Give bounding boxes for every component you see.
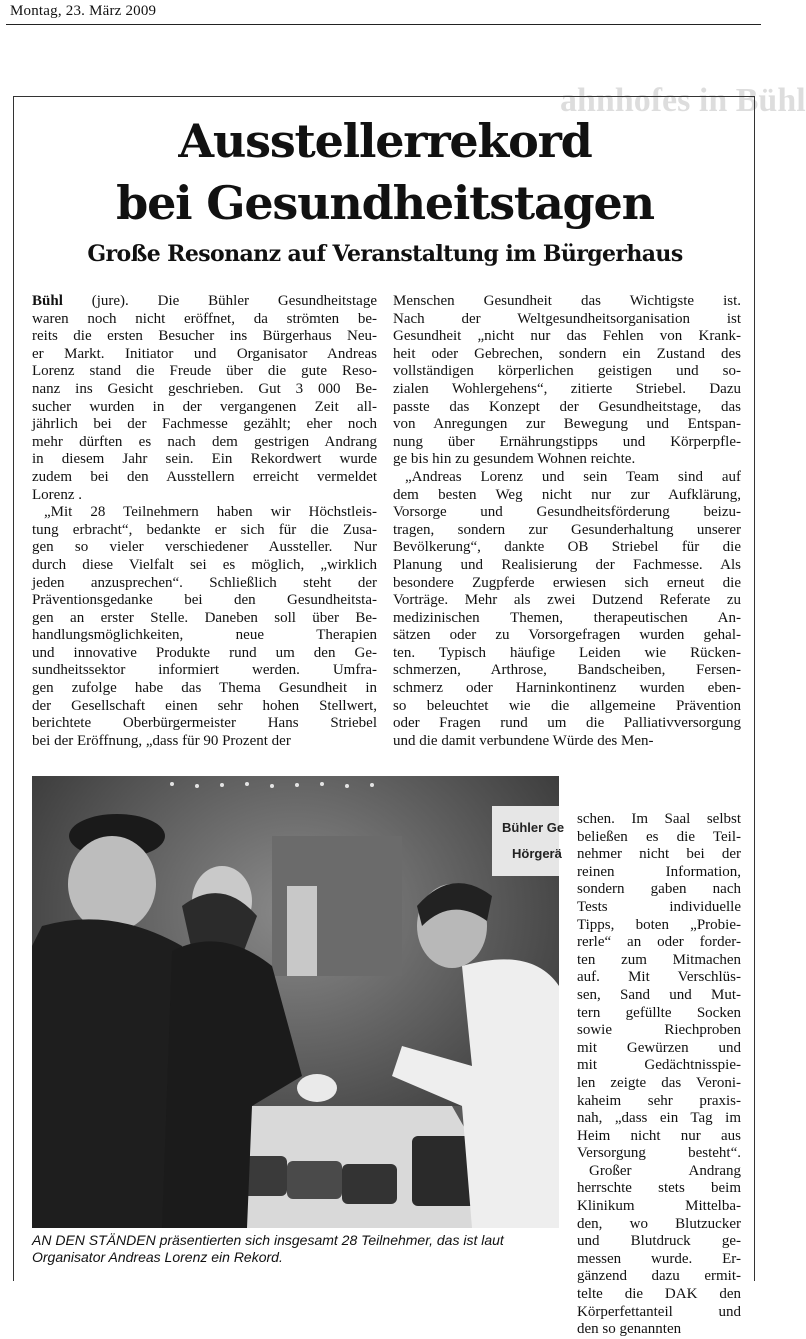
- headline-line-1: Ausstellerrekord: [178, 114, 592, 168]
- article-line: rerle“ an oder forder-: [577, 934, 741, 951]
- stand-sign-text-1: Bühler Ge: [502, 820, 565, 835]
- article-line: Klinikum Mittelba-: [577, 1198, 741, 1215]
- article-line: telte die DAK den: [577, 1286, 741, 1303]
- article-line: mehr dürften es nach dem gestrigen Andrang: [32, 433, 377, 450]
- article-line: der Gesellschaft einen sehr hohen Stellwert,: [32, 697, 377, 714]
- article-line: oder Fragen rund um die Palliativversorgung: [393, 715, 741, 732]
- bleed-through-text: ahnhofes in Bühl: [560, 82, 806, 119]
- article-line: Körperfettanteil und: [577, 1303, 741, 1320]
- subheadline: Große Resonanz auf Veranstaltung im Bürgerhaus: [87, 241, 683, 267]
- article-line: beließen es die Teil-: [577, 828, 741, 845]
- article-line: gen so vieler verschiedener Aussteller. Nur: [32, 539, 377, 556]
- article-line: auf. Mit Verschlüs-: [577, 969, 741, 986]
- article-line: Menschen Gesundheit das Wichtigste ist.: [393, 293, 741, 309]
- article-line: nah, „dass ein Tag im: [577, 1110, 741, 1127]
- article-line: besondere Zugpferde erwiesen sich erneut die: [393, 574, 741, 591]
- article-line: Lorenz stand die Freude über die gute Reso-: [32, 363, 377, 380]
- article-line: ten. Typisch häufige Leiden wie Rücken-: [393, 644, 741, 661]
- article-frame-left: [13, 96, 14, 1281]
- article-line: von Anregungen zur Bewegung und Entspan-: [393, 416, 741, 433]
- article-column-right: [393, 293, 741, 750]
- article-line: Planung und Realisierung der Fachmesse. Als: [393, 556, 741, 573]
- article-column-narrow: [577, 811, 741, 1339]
- article-line: gen an erster Stelle. Daneben soll über Be-: [32, 609, 377, 626]
- article-line: jeden anzusprechen“. Schließlich steht der: [32, 574, 377, 591]
- article-line: sen, Sand und Mut-: [577, 986, 741, 1003]
- article-dateline-place: Bühl: [32, 293, 63, 309]
- article-line: sondern gaben nach: [577, 881, 741, 898]
- article-line: gänzend dazu ermit-: [577, 1268, 741, 1285]
- article-line: und innovative Produkte rund um den Ge-: [32, 644, 377, 661]
- article-line: den, wo Blutzucker: [577, 1215, 741, 1232]
- article-line: heit oder Gebrechen, sondern ein Zustand des: [393, 345, 741, 362]
- article-line: so beleuchtet wie die allgemeine Prävention: [393, 697, 741, 714]
- article-line: len zeigte das Veroni-: [577, 1074, 741, 1091]
- article-line: tern gefüllte Socken: [577, 1004, 741, 1021]
- article-line: sundheitssektor informiert werden. Umfra-: [32, 662, 377, 679]
- caption-text-line-2: Organisator Andreas Lorenz ein Rekord.: [32, 1249, 283, 1265]
- article-line: reits die ersten Besucher ins Bürgerhaus Neu-: [32, 328, 377, 345]
- article-line: zudem bei den Ausstellern erreicht vermeldet: [32, 468, 377, 485]
- article-line: Bühl (jure). Die Bühler Gesundheitstage: [32, 293, 377, 309]
- article-line: reinen Information,: [577, 863, 741, 880]
- article-line: Tipps, boten „Probie-: [577, 916, 741, 933]
- article-line: Nach der Weltgesundheitsorganisation ist: [393, 310, 741, 327]
- headline-line-2: bei Gesundheitstagen: [116, 176, 654, 230]
- caption-lead: AN DEN STÄNDEN: [32, 1232, 156, 1248]
- article-line: „Andreas Lorenz und sein Team sind auf: [405, 468, 741, 485]
- article-line: vollständigen körperlichen geistigen und so-: [393, 363, 741, 380]
- article-line: sowie Riechproben: [577, 1022, 741, 1039]
- article-line: schen. Im Saal selbst: [577, 811, 741, 827]
- stand-sign-text-2: Hörgerä: [512, 846, 562, 861]
- article-photo: [32, 776, 565, 1228]
- article-line: Vorsorge und Gesundheitsförderung beizu-: [393, 504, 741, 521]
- article-line: „Mit 28 Teilnehmern haben wir Höchstleis-: [44, 504, 377, 521]
- article-line: Lorenz .: [32, 486, 82, 503]
- article-line: Gesundheit „nicht nur das Fehlen von Krank-: [393, 328, 741, 345]
- header-rule: [6, 24, 761, 25]
- article-line: ge bis hin zu gesundem Wohnen reichte.: [393, 451, 636, 468]
- article-line: den so genannten: [577, 1321, 682, 1338]
- article-line: medizinischen Themen, therapeutischen An-: [393, 609, 741, 626]
- article-line: handlungsmöglichkeiten, neue Therapien: [32, 627, 377, 644]
- article-line: mit Gedächtnisspie-: [577, 1057, 741, 1074]
- article-frame-top: [13, 96, 755, 97]
- article-line: und Blutdruck ge-: [577, 1233, 741, 1250]
- article-line: dem besten Weg nicht nur zur Aufklärung,: [393, 486, 741, 503]
- article-line: sucher wurden in der vergangenen Zeit all-: [32, 398, 377, 415]
- article-column-left: [32, 293, 377, 750]
- article-line: durch diese Vielfalt sei es möglich, „wirklich: [32, 556, 377, 573]
- article-line: Heim nicht nur aus: [577, 1127, 741, 1144]
- article-line: messen wurde. Er-: [577, 1250, 741, 1267]
- article-line: nehmer nicht bei der: [577, 846, 741, 863]
- article-line: schmerz oder Harninkontinenz wurden eben-: [393, 680, 741, 697]
- article-line: Vorträge. Mehr als zwei Dutzend Referate zu: [393, 592, 741, 609]
- article-line: Tests individuelle: [577, 898, 741, 915]
- article-line: sätzen oder zu Vorsorgefragen wurden gehal-: [393, 627, 741, 644]
- article-line: gen zufolge habe das Thema Gesundheit in: [32, 680, 377, 697]
- article-line: tragen, sondern zur Gesunderhaltung unserer: [393, 521, 741, 538]
- article-line: nanz ins Gesicht geschrieben. Gut 3 000 Be-: [32, 380, 377, 397]
- article-line: er Markt. Initiator und Organisator Andreas: [32, 345, 377, 362]
- article-line: Großer Andrang: [589, 1162, 741, 1179]
- photo-illustration: [32, 776, 565, 1228]
- article-line: kaheim sehr praxis-: [577, 1092, 741, 1109]
- caption-text: präsentierten sich insgesamt 28 Teilnehmer, das ist laut: [155, 1232, 504, 1248]
- article-line: berichtete Oberbürgermeister Hans Striebel: [32, 715, 377, 732]
- article-line: mit Gewürzen und: [577, 1039, 741, 1056]
- article-line: tung erbracht“, bedankte er sich für die Zusa-: [32, 521, 377, 538]
- article-line: passte das Konzept der Gesundheitstage, das: [393, 398, 741, 415]
- photo-caption: [32, 1232, 572, 1266]
- article-line: und die damit verbundene Würde des Men-: [393, 732, 654, 749]
- article-line: in diesem Jahr sein. Ein Rekordwert wurde: [32, 451, 377, 468]
- article-frame-right: [754, 96, 755, 1281]
- article-line: Präventionsgedanke bei den Gesundheitsta-: [32, 592, 377, 609]
- article-line: nung über Ernährungstipps und Körperpfle-: [393, 433, 741, 450]
- article-line: jährlich bei der Fachmesse gezählt; eher noch: [32, 416, 377, 433]
- article-line: ten zum Mitmachen: [577, 951, 741, 968]
- article-line: schmerzen, Arthrose, Bandscheiben, Fersen-: [393, 662, 741, 679]
- article-line: zialen Wohlergehens“, zitierte Striebel. Dazu: [393, 380, 741, 397]
- article-line: Bevölkerung“, dankte OB Striebel für die: [393, 539, 741, 556]
- article-line: herrschte stets beim: [577, 1180, 741, 1197]
- article-line: Versorgung besteht“.: [577, 1145, 741, 1162]
- article-line: waren noch nicht eröffnet, da strömten be-: [32, 310, 377, 327]
- article-line: bei der Eröffnung, „dass für 90 Prozent der: [32, 732, 291, 749]
- dateline: Montag, 23. März 2009: [10, 3, 157, 19]
